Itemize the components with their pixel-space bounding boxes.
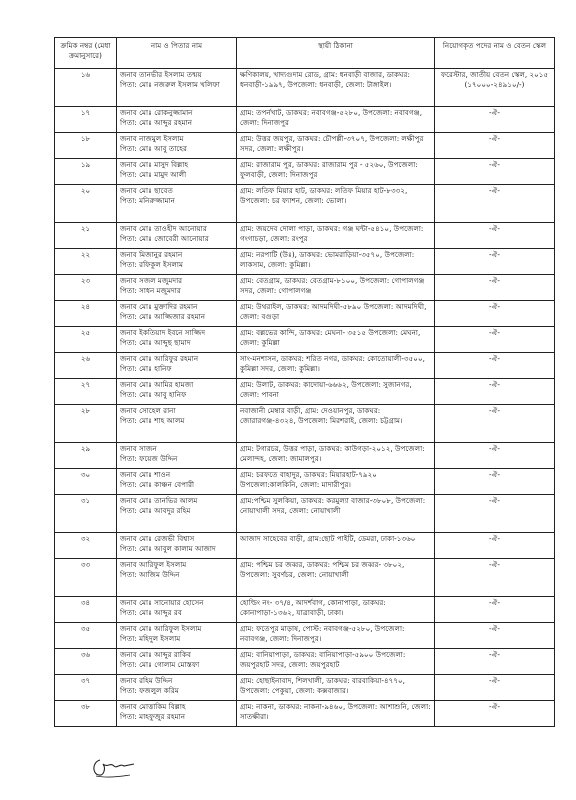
address-cell: গ্রাম: চরফতে বাহাদুর, ডাকঘর: মিয়ারহাট-৭৯২০ উপজেলা:কালকিনি, জেলা: মাদারীপুর। bbox=[237, 469, 435, 495]
father-name: পিতা: মহিদুল ইসলাম bbox=[120, 634, 181, 643]
serial-cell: ২৭ bbox=[55, 379, 117, 405]
post-cell: -ঐ- bbox=[435, 559, 555, 597]
post-cell: -ঐ- bbox=[435, 469, 555, 495]
name-cell bbox=[117, 675, 237, 701]
address-cell: গ্রাম: বেতগ্রাম, ডাকঘর: বেতগ্রাম-৮১০০, উপজেলা: গোপালগঞ্জ সদর, জেলা: গোপালগঞ্জ bbox=[237, 275, 435, 301]
address-cell: গ্রাম: তপর্নখাট, ডাকঘর: নবাবগঞ্জ-৫২৮০, উপজেলা: নবাবগঞ্জ, জেলা: দিনাজপুর bbox=[237, 107, 435, 133]
table-row bbox=[55, 379, 555, 405]
name-cell bbox=[117, 559, 237, 597]
father-name: পিতা: মোঃ আবু তাহের bbox=[120, 144, 187, 153]
candidate-name: জনাব ইকতিয়াদ ইবনে সাজ্জিদ bbox=[120, 328, 206, 337]
name-cell bbox=[117, 701, 237, 727]
father-name: পিতা: মোঃ আব্দুর রব bbox=[120, 608, 182, 617]
header-serial: ক্রমিক নম্বর (মেধা ক্রমানুসারে) bbox=[55, 38, 117, 69]
candidate-name: জনাব মিজানুর রহমান bbox=[120, 250, 183, 259]
name-cell bbox=[117, 495, 237, 533]
post-cell: -ঐ- bbox=[435, 223, 555, 249]
table-row bbox=[55, 185, 555, 223]
table-row bbox=[55, 301, 555, 327]
table-row bbox=[55, 249, 555, 275]
post-cell: -ঐ- bbox=[435, 379, 555, 405]
address-cell: গ্রাম: উলাট, ডাকঘর: কাদোয়া-৬৬৬২, উপজেলা: সুজানগর, জেলা: পাবনা bbox=[237, 379, 435, 405]
candidate-name: জনাব আরিফুল ইসলাম bbox=[120, 560, 187, 569]
candidate-name: জনাব মোঃ মাসুদ বিল্লাহ bbox=[120, 160, 189, 169]
serial-cell: ২২ bbox=[55, 249, 117, 275]
address-cell: গ্রাম: হোছাইনাবাদ, শিলখালী, ডাকঘর: বারবাকিয়া-৪৭৭০, উপজেলা: পেকুয়া, জেলা: কক্সবাজার। bbox=[237, 675, 435, 701]
table-row bbox=[55, 469, 555, 495]
table-row bbox=[55, 353, 555, 379]
serial-cell: ৩৮ bbox=[55, 701, 117, 727]
father-name: পিতা: ফয়েজ উদ্দিন bbox=[120, 454, 178, 463]
name-cell bbox=[117, 649, 237, 675]
table-row bbox=[55, 701, 555, 727]
post-cell: -ঐ- bbox=[435, 327, 555, 353]
post-cell: -ঐ- bbox=[435, 133, 555, 159]
candidate-name: জনাব মোঃ আরিফুর রহমান bbox=[120, 354, 199, 363]
candidate-name: জনাব তানভীর ইসলাম তন্ময় bbox=[120, 70, 202, 79]
name-cell bbox=[117, 597, 237, 623]
father-name: পিতা: মোঃ নজরুল ইসলাম খলিফা bbox=[120, 80, 220, 89]
appointment-table bbox=[54, 37, 555, 727]
name-cell bbox=[117, 353, 237, 379]
father-name: পিতা: মোঃ মামুদ আলী bbox=[120, 170, 187, 179]
address-cell: সাং-মনশাসন, ডাকঘর: শরিত নগর, ডাকঘর: কোতোয়ালী-৩৫০০, কুমিল্লা সদর, জেলা: কুমিল্লা। bbox=[237, 353, 435, 379]
table-row bbox=[55, 69, 555, 107]
serial-cell: ২৯ bbox=[55, 443, 117, 469]
father-name: পিতা: মোঃ আবু হানিফ bbox=[120, 390, 187, 399]
candidate-name: জনাব মোঃ তাওহীদ আনোয়ার bbox=[120, 224, 207, 233]
header-name: নাম ও পিতার নাম bbox=[117, 38, 237, 69]
table-header-row bbox=[55, 38, 555, 69]
table-row bbox=[55, 275, 555, 301]
signature bbox=[90, 754, 138, 780]
candidate-name: জনাব মোঃ তানভির আলম bbox=[120, 496, 198, 505]
post-cell: ফরেস্টার, জাতীয় বেতন স্কেল, ২০১৫ (১৭০০০-২৪৯১০/-) bbox=[435, 69, 555, 107]
post-cell: -ঐ- bbox=[435, 701, 555, 727]
name-cell bbox=[117, 301, 237, 327]
table-row bbox=[55, 107, 555, 133]
serial-cell: ৩০ bbox=[55, 469, 117, 495]
candidate-name: জনাব সজল মজুমদার bbox=[120, 276, 183, 285]
serial-cell: ২৮ bbox=[55, 405, 117, 443]
table-row bbox=[55, 597, 555, 623]
name-cell bbox=[117, 327, 237, 353]
father-name: পিতা: মোঃ আজ্জিজার রহমান bbox=[120, 312, 206, 321]
candidate-name: জনাব মোঃ সানোয়ার হোসেন bbox=[120, 598, 204, 607]
candidate-name: জনাব সোহেল রানা bbox=[120, 406, 176, 415]
table-row bbox=[55, 159, 555, 185]
candidate-name: জনাব মোঃ রোকনুজ্জামান bbox=[120, 108, 193, 117]
serial-cell: ৩৬ bbox=[55, 649, 117, 675]
address-cell: গ্রাম: রাজারাম পুর, ডাকঘর: রাজারাম পুর - ৫২৬০, উপজেলা: ফুলবাড়ী, জেলা: দিনাজপুর bbox=[237, 159, 435, 185]
table-row bbox=[55, 533, 555, 559]
serial-cell: ৩৩ bbox=[55, 559, 117, 597]
father-name: পিতা: মোঃ আবুল কালাম আজাদ bbox=[120, 544, 216, 553]
father-name: পিতা: মোঃ আব্দুছ ছামাদ bbox=[120, 338, 191, 347]
father-name: পিতা: মোঃ জোবেরী আনোয়ার bbox=[120, 234, 209, 243]
post-cell: -ঐ- bbox=[435, 353, 555, 379]
name-cell bbox=[117, 159, 237, 185]
post-cell: -ঐ- bbox=[435, 649, 555, 675]
candidate-name: জনাব মোঃ ছাবেত bbox=[120, 186, 173, 195]
candidate-name: জনাব রহিম উদ্দিন bbox=[120, 676, 173, 685]
name-cell bbox=[117, 623, 237, 649]
candidate-name: জনাব মোঃ আব্দুর রাকিব bbox=[120, 650, 191, 659]
father-name: পিতা: আজিম উদ্দিন bbox=[120, 570, 180, 579]
post-cell: -ঐ- bbox=[435, 623, 555, 649]
name-cell bbox=[117, 443, 237, 469]
name-cell bbox=[117, 133, 237, 159]
address-cell: গ্রাম: পশ্চিম চর জব্বর, ডাকঘর: পশ্চিম চর জব্বর- ৩৮০২, উপজেলা: সুবর্ণচর, জেলা: নোয়াখালী bbox=[237, 559, 435, 597]
table-row bbox=[55, 443, 555, 469]
address-cell: গ্রাম: জয়দেব দোলা পাড়া, ডাকঘর: গঞ্জ ঘন্টা-৫৪১০, উপজেলা: গংগাচড়া, জেলা: রংপুর bbox=[237, 223, 435, 249]
address-cell: আজাদ সাহেবের বাড়ী, গ্রাম:ছোট পাইটি, ডেমরা, ঢাকা-১৩৬০ bbox=[237, 533, 435, 559]
address-cell: নবাজানী মেম্বার বাড়ী, গ্রাম: দেওয়ানপুর, ডাকঘর: জোরারগঞ্জ-৪৩২৪, উপজেলা: মিরশরাই, জেলা: চট্টগ্রাম। bbox=[237, 405, 435, 443]
father-name: পিতা: সাধন মজুমদার bbox=[120, 286, 181, 295]
candidate-name: জনাব মোঃ মুক্তাদির রহমান bbox=[120, 302, 198, 311]
post-cell: -ঐ- bbox=[435, 275, 555, 301]
candidate-name: জনাব মোঃ রেজভী বিশ্বাস bbox=[120, 534, 195, 543]
address-cell: গ্রাম: উথরাইল, ডাকঘর: আদমদিঘী-৫৮৯০ উপজেলা: আদমদিঘী, জেলা: বগুড়া bbox=[237, 301, 435, 327]
address-cell: গ্রাম: নরপাটি (উঃ), ডাকঘর: ভোমরাড়িয়া-৩৫৭০, উপজেলা: লাকসাম, জেলা: কুমিল্লা। bbox=[237, 249, 435, 275]
name-cell bbox=[117, 533, 237, 559]
post-cell: -ঐ- bbox=[435, 107, 555, 133]
table-row bbox=[55, 623, 555, 649]
name-cell bbox=[117, 405, 237, 443]
name-cell bbox=[117, 185, 237, 223]
father-name: পিতা: মোঃ আব্দুর রহমান bbox=[120, 118, 192, 127]
serial-cell: ১৭ bbox=[55, 107, 117, 133]
candidate-name: জনাব মোত্তাকিম বিল্লাহ bbox=[120, 702, 186, 711]
serial-cell: ২৬ bbox=[55, 353, 117, 379]
address-cell: গ্রাম: উত্তর জয়পুর, ডাকঘর: চৌপল্লী-৩৭০৭, উপজেলা: লক্ষীপুর সদর, জেলা: লক্ষীপুর। bbox=[237, 133, 435, 159]
father-name: পিতা: মোঃ শাহ আলম bbox=[120, 416, 185, 425]
serial-cell: ৩৭ bbox=[55, 675, 117, 701]
father-name: পিতা: মনিরুজ্জামান bbox=[120, 196, 175, 205]
serial-cell: ৩১ bbox=[55, 495, 117, 533]
serial-cell: ২৫ bbox=[55, 327, 117, 353]
address-cell: গ্রাম: নাকনা, ডাকঘর: নাকনা-৯৪৬০, উপজেলা: আশাশুনি, জেলা: সাতক্ষীরা। bbox=[237, 701, 435, 727]
name-cell bbox=[117, 107, 237, 133]
address-cell: গ্রাম: টগারচর, উত্তর পাড়া, ডাকঘর: কাউগড়া-২০১২, উপজেলা: মেলান্দহ, জেলা: জামালপুর। bbox=[237, 443, 435, 469]
table-row bbox=[55, 495, 555, 533]
serial-cell: ৩৫ bbox=[55, 623, 117, 649]
serial-cell: ২৩ bbox=[55, 275, 117, 301]
address-cell: গ্রাম: বল্লভের কান্দি, ডাকঘর: মেঘনা- ৩৫১৫ উপজেলা: মেঘনা, জেলা: কুমিল্লা bbox=[237, 327, 435, 353]
post-cell: -ঐ- bbox=[435, 159, 555, 185]
address-cell: গ্রাম: বানিয়াপাড়া, ডাকঘর: বানিয়াপাড়া-৫৯০০ উপজেলা: জয়পুরহাট সদর, জেলা: জয়পুরহাট bbox=[237, 649, 435, 675]
father-name: পিতা: রফিকুল ইসলাম bbox=[120, 260, 183, 269]
table-row bbox=[55, 649, 555, 675]
table-row bbox=[55, 675, 555, 701]
serial-cell: ১৬ bbox=[55, 69, 117, 107]
header-post: নিয়োগকৃত পদের নাম ও বেতন স্কেল bbox=[435, 38, 555, 69]
name-cell bbox=[117, 69, 237, 107]
candidate-name: জনাব সাজন bbox=[120, 444, 157, 453]
name-cell bbox=[117, 469, 237, 495]
post-cell: -ঐ- bbox=[435, 597, 555, 623]
table-row bbox=[55, 327, 555, 353]
father-name: পিতা: মোঃ গোলাম মোস্তফা bbox=[120, 660, 200, 669]
address-cell: হোল্ডিং নং- ৩৭/৪, আদর্শবাগ, কোনাপাড়া, ডাকঘর: কোনাপাড়া-১৩৬২, যাত্রাবাড়ী, ঢাকা। bbox=[237, 597, 435, 623]
father-name: পিতা: ফজলুল করিম bbox=[120, 686, 179, 695]
name-cell bbox=[117, 379, 237, 405]
serial-cell: ২১ bbox=[55, 223, 117, 249]
address-cell: গ্রাম:পশ্চিম সুলকিয়া, ডাকঘর: করমুল্যা বাজার-৩৮০৮, উপজেলা: নোয়াখালী সদর, জেলা: নোয়াখালী bbox=[237, 495, 435, 533]
post-cell: -ঐ- bbox=[435, 443, 555, 469]
candidate-name: জনাব মোঃ শাওন bbox=[120, 470, 171, 479]
post-cell: -ঐ- bbox=[435, 533, 555, 559]
post-cell: -ঐ- bbox=[435, 675, 555, 701]
father-name: পিতা: মোঃ কাঞ্চন বেপারী bbox=[120, 480, 195, 489]
serial-cell: ২০ bbox=[55, 185, 117, 223]
candidate-name: জনাব মোঃ আমির হামজা bbox=[120, 380, 194, 389]
header-address: স্থায়ী ঠিকানা bbox=[237, 38, 435, 69]
name-cell bbox=[117, 223, 237, 249]
serial-cell: ১৮ bbox=[55, 133, 117, 159]
address-cell: ক্ষণিকালয়, খাদ্যগুদাম রোড, গ্রাম: ধনবাড়ী বাজার, ডাকঘর: ধনবাড়ী-১৯৯৭, উপজেলা: ধনবাড়ী, জেলা: টাঙ্গাইল। bbox=[237, 69, 435, 107]
father-name: পিতা: মাহফুজুর রহমান bbox=[120, 712, 185, 721]
candidate-name: জনাব নাজমুল ইসলাম bbox=[120, 134, 184, 143]
father-name: পিতা: মোঃ আবদুর রহিম bbox=[120, 506, 191, 515]
serial-cell: ৩৪ bbox=[55, 597, 117, 623]
post-cell: -ঐ- bbox=[435, 185, 555, 223]
serial-cell: ৩২ bbox=[55, 533, 117, 559]
father-name: পিতা: মোঃ হানিফ bbox=[120, 364, 172, 373]
table-row bbox=[55, 223, 555, 249]
post-cell: -ঐ- bbox=[435, 495, 555, 533]
post-cell: -ঐ- bbox=[435, 301, 555, 327]
address-cell: গ্রাম: লতিফ মিয়ার হাট, ডাকঘর: লতিফ মিয়ার হাট-৮৩৩২, উপজেলা: চর ফ্যাশন, জেলা: ভোলা। bbox=[237, 185, 435, 223]
serial-cell: ২৪ bbox=[55, 301, 117, 327]
table-row bbox=[55, 559, 555, 597]
table-row bbox=[55, 405, 555, 443]
address-cell: গ্রাম: ফতেপুর মাড়াষ, পোস্ট: নবাবগঞ্জ-৫২৮০, উপজেলা: নবাবগঞ্জ, জেলা: দিনাজপুর। bbox=[237, 623, 435, 649]
table-row bbox=[55, 133, 555, 159]
post-cell: -ঐ- bbox=[435, 249, 555, 275]
name-cell bbox=[117, 275, 237, 301]
post-cell: -ঐ- bbox=[435, 405, 555, 443]
candidate-name: জনাব মোঃ আরিফুল ইসলাম bbox=[120, 624, 202, 633]
name-cell bbox=[117, 249, 237, 275]
serial-cell: ১৯ bbox=[55, 159, 117, 185]
